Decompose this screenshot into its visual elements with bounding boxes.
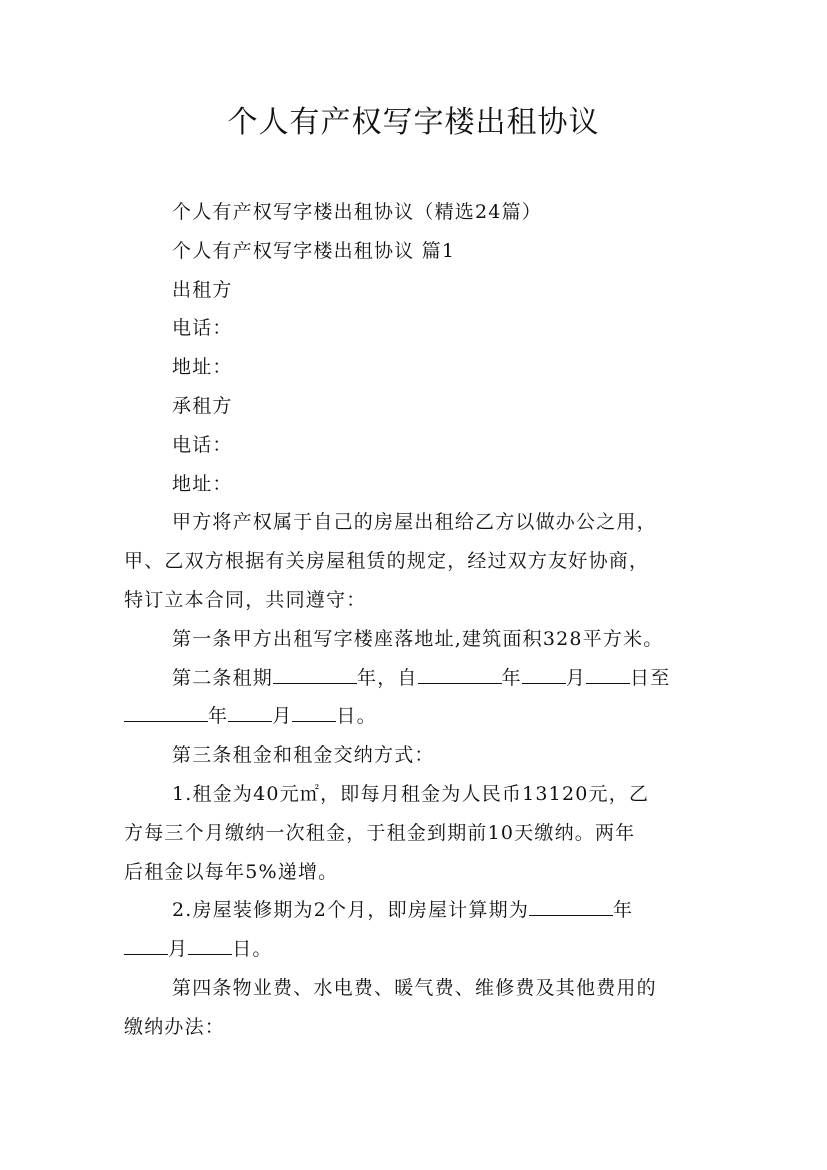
article-2-text-e: 日至 bbox=[630, 666, 671, 689]
article-4-line-2: 缴纳办法： bbox=[124, 1015, 226, 1038]
lessor-label: 出租方 bbox=[172, 278, 233, 301]
blank-field bbox=[522, 665, 566, 684]
article-2-text-c: 年 bbox=[501, 666, 522, 689]
item-2-text-b: 年 bbox=[613, 899, 634, 922]
blank-field bbox=[418, 665, 502, 684]
lessor-phone: 电话： bbox=[172, 317, 233, 340]
article-2-text-g: 月 bbox=[272, 705, 293, 728]
article-2-text-f: 年 bbox=[208, 705, 229, 728]
lessee-label: 承租方 bbox=[172, 394, 233, 417]
item-2-line-1 bbox=[124, 891, 704, 930]
item-2-text-d: 日。 bbox=[232, 938, 273, 961]
blank-field bbox=[586, 665, 630, 684]
blank-field bbox=[529, 897, 613, 916]
article-1: 第一条甲方出租写字楼座落地址,建筑面积328平方米。 bbox=[172, 627, 664, 650]
article-3: 第三条租金和租金交纳方式： bbox=[172, 744, 435, 767]
document-title: 个人有产权写字楼出租协议 bbox=[227, 105, 600, 140]
lessee-address: 地址： bbox=[172, 472, 233, 495]
intro-line-3: 特订立本合同，共同遵守： bbox=[124, 588, 367, 611]
lessee-phone: 电话： bbox=[172, 433, 233, 456]
article-2-text-b: 年，自 bbox=[357, 666, 418, 689]
blank-field bbox=[124, 703, 208, 722]
document-body bbox=[124, 193, 704, 1047]
article-2-line-1 bbox=[124, 659, 704, 698]
intro-line-1: 甲方将产权属于自己的房屋出租给乙方以做办公之用， bbox=[172, 511, 657, 534]
blank-field bbox=[188, 936, 232, 955]
blank-field bbox=[292, 703, 336, 722]
blank-field bbox=[273, 665, 357, 684]
item-2-text-a: 2.房屋装修期为2个月，即房屋计算期为 bbox=[172, 899, 530, 922]
blank-field bbox=[228, 703, 272, 722]
article-2-text-h: 日。 bbox=[336, 705, 377, 728]
intro-line-2: 甲、乙双方根据有关房屋租赁的规定，经过双方友好协商， bbox=[124, 550, 650, 573]
blank-field bbox=[124, 936, 168, 955]
item-2-text-c: 月 bbox=[168, 938, 189, 961]
article-4-line-1: 第四条物业费、水电费、暖气费、维修费及其他费用的 bbox=[172, 976, 657, 999]
item-2-line-2 bbox=[124, 930, 704, 969]
lessor-address: 地址： bbox=[172, 356, 233, 379]
item-1-line-2: 方每三个月缴纳一次租金，于租金到期前10天缴纳。两年 bbox=[124, 821, 636, 844]
item-1-line-1: 1.租金为40元㎡，即每月租金为人民币13120元，乙 bbox=[172, 782, 650, 805]
article-2-text-a: 第二条租期 bbox=[172, 666, 274, 689]
item-1-line-3: 后租金以每年5%递增。 bbox=[124, 860, 339, 883]
article-2-text-d: 月 bbox=[565, 666, 587, 689]
article-2-line-2 bbox=[124, 697, 704, 736]
subtitle: 个人有产权写字楼出租协议（精选24篇） bbox=[172, 201, 542, 223]
section-heading: 个人有产权写字楼出租协议 篇1 bbox=[172, 239, 456, 262]
